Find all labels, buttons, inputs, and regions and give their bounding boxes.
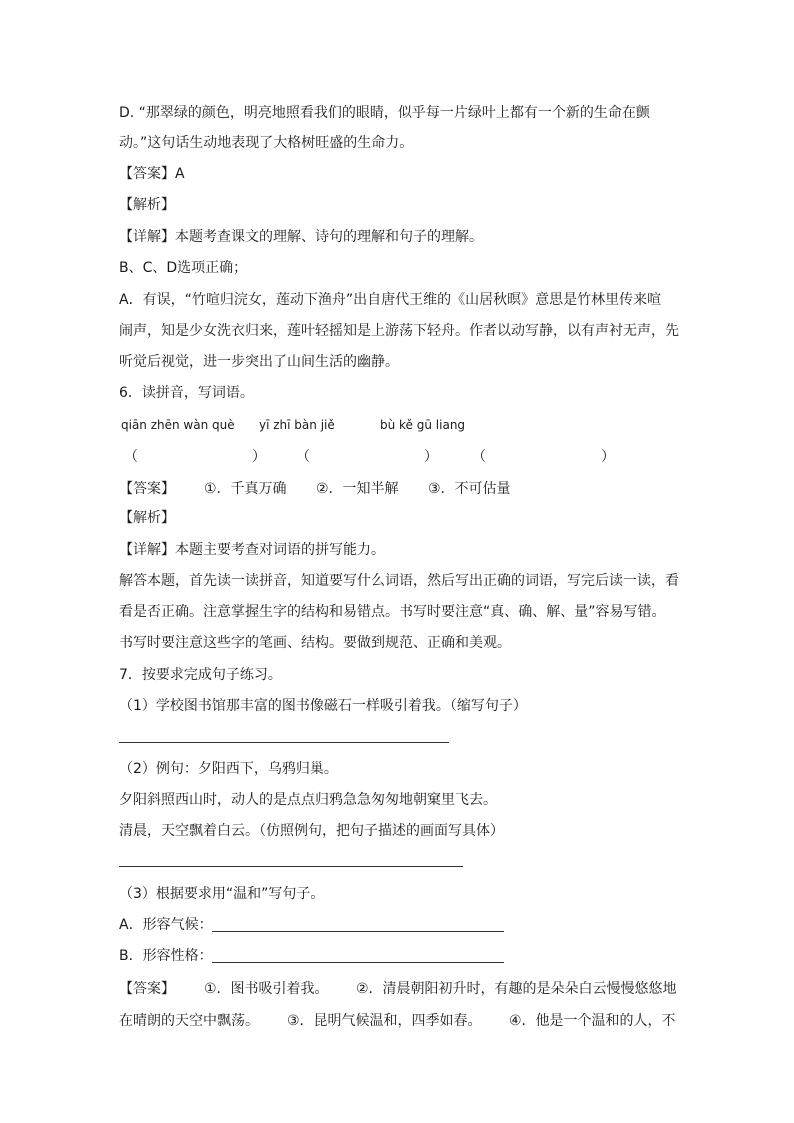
analysis-tag: 【解析】 <box>119 197 175 213</box>
answer-tag: 【答案】 <box>119 166 175 182</box>
text-line: 解答本题，首先读一读拼音，知道要写什么词语，然后写出正确的词语，写完后读一读，看 <box>119 573 679 589</box>
analysis-tag: 【解析】 <box>119 510 175 526</box>
bracket-open: （ <box>124 449 138 465</box>
answer-item: ①．图书吸引着我。 <box>204 981 329 997</box>
detail-line: 【详解】本题考查课文的理解、诗句的理解和句子的理解。 <box>119 229 483 245</box>
answer-blank[interactable] <box>212 962 504 963</box>
text-line: （1）学校图书馆那丰富的图书像磁石一样吸引着我。（缩写句子） <box>119 698 527 714</box>
answer-item: 在晴朗的天空中飘荡。 <box>119 1013 259 1029</box>
pinyin-item: bù kě gū liang <box>380 418 466 432</box>
bracket-open: （ <box>296 449 310 465</box>
answer-item: ③．不可估量 <box>428 481 511 497</box>
bracket-open: （ <box>472 449 486 465</box>
detail-line: 【详解】本题主要考查对词语的拼写能力。 <box>119 542 385 558</box>
answer-item: ④．他是一个温和的人，不 <box>509 1013 676 1029</box>
answer-value: A <box>175 166 185 182</box>
bracket-close: ） <box>424 449 438 465</box>
text-line: A．有误，“竹喧归浣女，莲动下渔舟”出自唐代王维的《山居秋暝》意思是竹林里传来喧 <box>119 292 662 308</box>
answer-line <box>119 165 679 183</box>
pinyin-item: qiān zhēn wàn què <box>121 418 235 432</box>
answer-item: ②．清晨朝阳初升时，有趣的是朵朵白云慢慢悠悠地 <box>356 981 677 997</box>
answer-tag: 【答案】 <box>119 481 175 497</box>
answer-blank[interactable] <box>119 742 449 743</box>
text-line: 看是否正确。注意掌握生字的结构和易错点。书写时要注意“真、确、解、量”容易写错。 <box>119 604 666 620</box>
answer-blank[interactable] <box>119 866 463 867</box>
pinyin-item: yī zhī bàn jiě <box>259 418 335 432</box>
answer-item: ②．一知半解 <box>316 481 399 497</box>
answer-blank[interactable] <box>212 931 504 932</box>
answer-item: ③．昆明气候温和，四季如春。 <box>287 1013 482 1029</box>
text-line: B、C、D选项正确； <box>119 260 248 276</box>
text-line: A．形容气候： <box>119 917 213 933</box>
text-line: B．形容性格： <box>119 948 213 964</box>
bracket-close: ） <box>601 449 615 465</box>
text-line: 闹声，知是少女洗衣归来，莲叶轻摇知是上游荡下轻舟。作者以动写静，以有声衬无声，先 <box>119 323 679 339</box>
answer-item: ①．千真万确 <box>204 481 287 497</box>
text-line: 书写时要注意这些字的笔画、结构。要做到规范、正确和美观。 <box>119 635 511 651</box>
text-line: 听觉后视觉，进一步突出了山间生活的幽静。 <box>119 354 399 370</box>
text-line: （2）例句：夕阳西下，乌鸦归巢。 <box>119 761 338 777</box>
text-line: D. “那翠绿的颜色，明亮地照看我们的眼睛，似乎每一片绿叶上都有一个新的生命在颤 <box>119 105 650 121</box>
text-line: （3）根据要求用“温和”写句子。 <box>119 886 325 902</box>
answer-tag: 【答案】 <box>119 981 175 997</box>
question-heading: 7．按要求完成句子练习。 <box>119 667 282 683</box>
question-heading: 6．读拼音，写词语。 <box>119 385 254 401</box>
text-line: 夕阳斜照西山时，动人的是点点归鸦急急匆匆地朝窠里飞去。 <box>119 792 497 808</box>
bracket-close: ） <box>252 449 266 465</box>
text-line: 清晨，天空飘着白云。（仿照例句，把句子描述的画面写具体） <box>119 823 504 839</box>
text-line: 动。”这句话生动地表现了大格树旺盛的生命力。 <box>119 135 414 151</box>
